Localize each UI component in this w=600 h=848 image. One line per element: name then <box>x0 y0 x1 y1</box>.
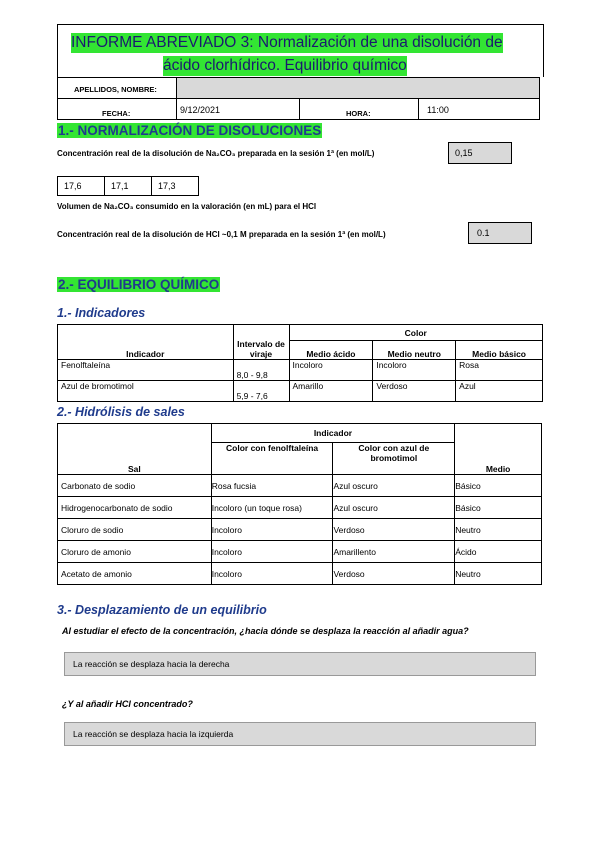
report-title-line1: INFORME ABREVIADO 3: Normalización de una disolución de <box>71 34 503 51</box>
sal-medio: Básico <box>455 475 542 497</box>
hid-header-medio: Medio <box>455 424 542 475</box>
ind-name: Azul de bromotimol <box>58 381 234 402</box>
ind-basico: Rosa <box>456 360 543 381</box>
table-row <box>58 563 542 585</box>
sal-azul: Amarillento <box>333 541 455 563</box>
answer-1-field[interactable] <box>64 652 536 676</box>
ind-basico: Azul <box>456 381 543 402</box>
hora-field[interactable] <box>418 98 540 120</box>
volume-2: 17,1 <box>111 181 129 191</box>
sal-medio: Neutro <box>455 519 542 541</box>
sal-fenol: Incoloro <box>211 519 333 541</box>
volume-1: 17,6 <box>64 181 82 191</box>
ind-header-color: Color <box>289 325 543 341</box>
ind-neutro: Incoloro <box>373 360 456 381</box>
section1-title: 1.- NORMALIZACIÓN DE DISOLUCIONES <box>58 123 322 138</box>
table-row <box>58 541 542 563</box>
sal-fenol: Incoloro (un toque rosa) <box>211 497 333 519</box>
volume-cell-1[interactable] <box>57 176 105 196</box>
volume-label: Volumen de Na₂CO₃ consumido en la valoración (en mL) para el HCl <box>57 202 317 211</box>
ind-name: Fenolftaleína <box>58 360 234 381</box>
sal-fenol: Incoloro <box>211 563 333 585</box>
sal-medio: Ácido <box>455 541 542 563</box>
volume-3: 17,3 <box>158 181 176 191</box>
sal-name: Hidrogenocarbonato de sodio <box>58 497 212 519</box>
sal-azul: Azul oscuro <box>333 497 455 519</box>
ind-header-basico: Medio básico <box>456 341 543 360</box>
sal-name: Carbonato de sodio <box>58 475 212 497</box>
sal-fenol: Rosa fucsia <box>211 475 333 497</box>
sal-azul: Azul oscuro <box>333 475 455 497</box>
desplazamiento-title: 3.- Desplazamiento de un equilibrio <box>57 603 267 617</box>
ind-intervalo: 5,9 - 7,6 <box>233 381 289 402</box>
table-row <box>58 497 542 519</box>
conc-hcl-label: Concentración real de la disolución de HCl ~0,1 M preparada en la sesión 1ª (en mol/L) <box>57 230 386 239</box>
report-title-line2: ácido clorhídrico. Equilibrio químico <box>163 57 407 74</box>
sal-medio: Neutro <box>455 563 542 585</box>
volume-cell-3[interactable] <box>151 176 199 196</box>
apellidos-field[interactable] <box>176 77 540 99</box>
apellidos-label-cell <box>57 77 177 99</box>
ind-acido: Incoloro <box>289 360 373 381</box>
conc-na2co3-field[interactable] <box>448 142 512 164</box>
ind-header-acido: Medio ácido <box>289 341 373 360</box>
question-1: Al estudiar el efecto de la concentración, ¿hacia dónde se desplaza la reacción al añadir agua? <box>62 626 469 636</box>
table-row <box>58 381 543 402</box>
conc-na2co3-label: Concentración real de la disolución de Na₂CO₃ preparada en la sesión 1ª (en mol/L) <box>57 149 375 158</box>
hora-value: 11:00 <box>427 105 449 115</box>
section2-title: 2.- EQUILIBRIO QUÍMICO <box>58 277 220 292</box>
apellidos-label: APELLIDOS, NOMBRE: <box>74 85 157 94</box>
conc-hcl-field[interactable] <box>468 222 532 244</box>
hid-header-fenol: Color con fenolftaleína <box>211 443 333 475</box>
ind-acido: Amarillo <box>289 381 373 402</box>
table-row <box>58 360 543 381</box>
table-row <box>58 475 542 497</box>
sal-azul: Verdoso <box>333 519 455 541</box>
volume-cell-2[interactable] <box>104 176 152 196</box>
hid-header-sal: Sal <box>58 424 212 475</box>
fecha-label-cell <box>57 98 177 120</box>
sal-azul: Verdoso <box>333 563 455 585</box>
hora-label: HORA: <box>346 109 371 118</box>
sal-fenol: Incoloro <box>211 541 333 563</box>
fecha-value: 9/12/2021 <box>180 105 221 115</box>
conc-na2co3-value: 0,15 <box>455 148 473 158</box>
hidrolisis-title: 2.- Hidrólisis de sales <box>57 405 185 419</box>
fecha-label: FECHA: <box>102 109 131 118</box>
ind-header-indicador: Indicador <box>58 325 234 360</box>
hid-header-indicador: Indicador <box>211 424 454 443</box>
sal-medio: Básico <box>455 497 542 519</box>
answer-2-field[interactable] <box>64 722 536 746</box>
answer-1: La reacción se desplaza hacia la derecha <box>73 659 230 669</box>
ind-header-intervalo: Intervalo de viraje <box>233 325 289 360</box>
sal-name: Acetato de amonio <box>58 563 212 585</box>
sal-name: Cloruro de amonio <box>58 541 212 563</box>
hora-label-cell <box>299 98 419 120</box>
hid-header-azul: Color con azul de bromotimol <box>333 443 455 475</box>
ind-neutro: Verdoso <box>373 381 456 402</box>
ind-header-neutro: Medio neutro <box>373 341 456 360</box>
sal-name: Cloruro de sodio <box>58 519 212 541</box>
indicadores-title: 1.- Indicadores <box>57 306 146 320</box>
hidrolisis-table <box>57 423 542 585</box>
table-row <box>58 519 542 541</box>
conc-hcl-value: 0.1 <box>477 228 490 238</box>
question-2: ¿Y al añadir HCl concentrado? <box>62 699 193 709</box>
indicadores-table <box>57 324 543 402</box>
fecha-field[interactable] <box>176 98 300 120</box>
answer-2: La reacción se desplaza hacia la izquierda <box>73 729 234 739</box>
ind-intervalo: 8,0 - 9,8 <box>233 360 289 381</box>
